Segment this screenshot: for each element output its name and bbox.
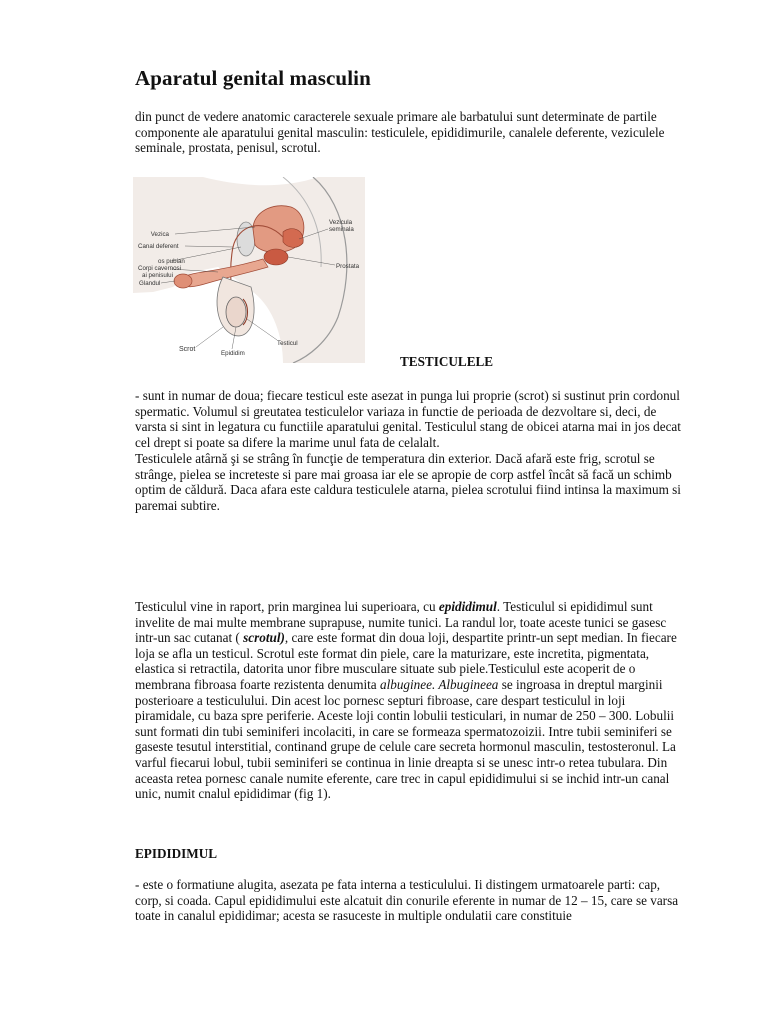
section-heading-testiculele: TESTICULELE <box>400 354 494 369</box>
label-epididim: Epididim <box>221 350 245 357</box>
testiculele-paragraph-2: Testiculele atârnă şi se strâng în funcţie de temperatura din exterior. Dacă afară este frig, scrotul se strânge, pielea se increteste si pare mai groasa iar ele se apropie de corp astfel încât să facă un schimb optim de căldură. Daca afara este caldura testiculele atarna, pielea scrotului fiind intinsa la maximum si paremai subtire. <box>135 451 681 513</box>
glans <box>174 274 192 288</box>
anatomy-figure <box>133 177 365 363</box>
label-canal-deferent: Canal deferent <box>138 243 179 250</box>
term-epididimul: epididimul <box>438 599 497 614</box>
testiculele-paragraph-3 <box>135 599 685 802</box>
page-title: Aparatul genital masculin <box>135 66 371 90</box>
label-scrot: Scrot <box>179 346 196 353</box>
p3-text-c: . Testiculul si epididimul sunt invelite de mai multe membrane suprapuse, numite tunici. La randul lor, toate aceste tunici se gasesc intr-un sac cutanat ( <box>135 599 667 646</box>
testiculele-text-1: - sunt in numar de doua; fiecare testicul este asezat in punga lui proprie (scrot) si sustinut prin cordonul spermatic. Volumul si greutatea testiculelor variaza in functie de perioada de dezvoltare si, deci, de varsta si sint in legatura cu functiile aparatului genital. Testiculul stang de obicei atarna mai in jos decat cel drept si poate sa difere la marime unul fata de celalalt. <box>135 388 681 450</box>
label-testicul: Testicul <box>277 340 298 347</box>
epididimul-paragraph-1: - este o formatiune alugita, asezata pe fata interna a testiculului. Ii distingem urmatoarele parti: cap, corp, si coada. Capul epididimului este alcatuit din conurile eferente in numar de 12 – 15, care se varsa toate in canalul epididimar; acesta se rasuceste in multiple ondulatii care constituie <box>135 877 679 924</box>
section-heading-epididimul: EPIDIDIMUL <box>135 846 218 861</box>
label-vezicula-2: seminala <box>329 226 354 233</box>
p3-text-e: , care este format din doua loji, despartite printr-un sept median. In fiecare loja se afla un testicul. Scrotul este format din piele, care la maturizare, este incretita, pigmentata, elastica si retractila, datorita unor fibre musculare situate sub piele.Testiculul este acoperit de o membrana fibroasa foarte rezistenta denumita <box>135 630 677 692</box>
p3-text-g: se ingroasa in dreptul marginii posterioare a testiculului. Din acest loc pornesc septuri fibroase, care despart testiculul in loji piramidale, cu baza spre periferie. Aceste loji contin lobulii testiculari, in numar de 250 – 300. Lobulii sunt formati din tubi seminiferi incolaciti, in care se formeaza spermatozoizii. Intre tubii seminiferi se gaseste tesutul interstitial, continand grupe de celule care secreta hormonul masculin, testosteronul. La varful fiecarui lobul, tubii seminiferi se continua in linie dreapta si se unesc intr-o retea tubulara. Din aceasta retea pornesc canale numite eferente, care trec in capul epididimului si se inchid intr-un canal unic, numit cnalul epididimar (fig 1). <box>135 676 676 802</box>
label-vezica: Vezica <box>150 231 169 238</box>
term-scrotul: scrotul) <box>243 630 285 646</box>
testiculele-paragraph-1 <box>135 388 685 450</box>
label-vezicula: Vezicula <box>329 219 353 226</box>
label-corpi-cavernosi-2: ai penisului <box>142 272 173 279</box>
prostate <box>264 249 288 265</box>
label-corpi-cavernosi: Corpi cavernosi <box>138 265 181 272</box>
intro-paragraph: din punct de vedere anatomic caracterele sexuale primare ale barbatului sunt determinate de partile componente ale aparatului genital masculin: testiculele, epididimurile, canalele deferente, veziculele seminale, prostata, penisul, scrotul. <box>135 109 665 156</box>
label-prostata: Prostata <box>336 263 360 270</box>
label-glandul: Glandul <box>139 280 161 287</box>
term-albuginee: albuginee. Albugineea <box>379 676 499 692</box>
label-os-pubian: os pubian <box>158 258 185 265</box>
p3-text-a: Testiculul vine in raport, prin marginea lui superioara, cu <box>135 599 439 614</box>
testicle <box>226 297 246 327</box>
